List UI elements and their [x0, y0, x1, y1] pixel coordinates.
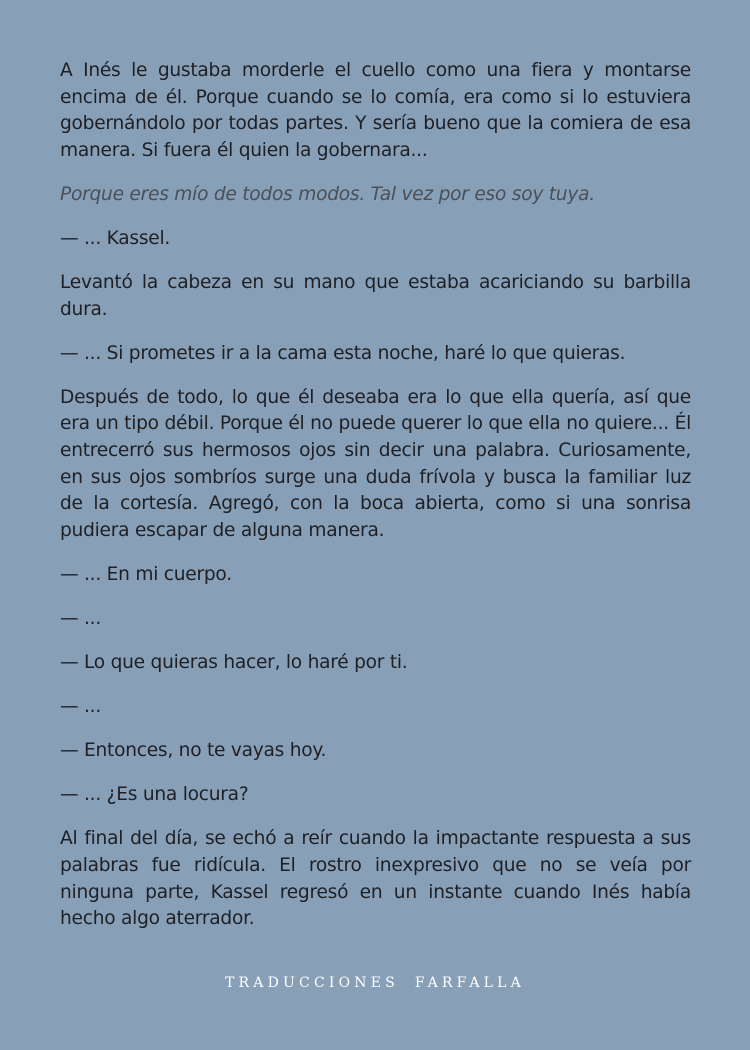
italic-thought: Porque eres mío de todos modos. Tal vez por eso soy tuya. — [60, 183, 595, 205]
dialogue-line: — ... Si prometes ir a la cama esta noche, haré lo que quieras. — [60, 342, 626, 364]
translator-credit — [0, 975, 750, 991]
dialogue-line: — ... En mi cuerpo. — [60, 563, 232, 585]
paragraph: Después de todo, lo que él deseaba era lo que ella quería, así que era un tipo débil. Porque él no puede querer lo que ella no quiere... Él entrecerró sus hermosos ojos sin decir una palabra. Curiosamente, en sus ojos sombríos surge una duda frívola y busca la familiar luz de la cortesía. Agregó, con la boca abierta, como si una sonrisa pudiera escapar de alguna manera. — [60, 386, 691, 541]
dialogue-line: — ... Kassel. — [60, 227, 171, 249]
credit-word-1: TRADUCCIONES — [225, 975, 399, 991]
credit-word-2: FARFALLA — [414, 975, 525, 991]
paragraph: Al final del día, se echó a reír cuando la impactante respuesta a sus palabras fue ridícula. El rostro inexpresivo que no se veía por ninguna parte, Kassel regresó en un instante cuando Inés había hecho algo aterrador. — [60, 828, 691, 930]
dialogue-line: — Lo que quieras hacer, lo haré por ti. — [60, 652, 408, 674]
dialogue-line: — ... ¿Es una locura? — [60, 784, 249, 806]
dialogue-line: — ... — [60, 696, 101, 718]
dialogue-line: — ... — [60, 608, 101, 629]
paragraph: Levantó la cabeza en su mano que estaba acariciando su barbilla dura. — [60, 272, 691, 320]
document-body — [60, 58, 691, 950]
dialogue-line: — Entonces, no te vayas hoy. — [60, 740, 327, 762]
paragraph: A Inés le gustaba morderle el cuello como una fiera y montarse encima de él. Porque cuando se lo comía, era como si lo estuviera gobernándolo por todas partes. Y sería bueno que la comiera de esa manera. Si fuera él quien la gobernara... — [60, 60, 691, 161]
